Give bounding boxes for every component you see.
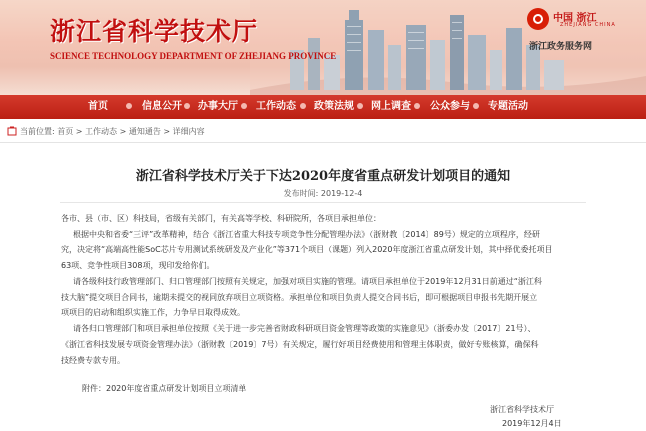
- paragraph-3-line-2: 《浙江省科技发展专项资金管理办法》（浙财教〔2019〕7号）有关规定，履行好项目经费使用和管理主体职责，做好专账核算，确保科: [61, 340, 539, 349]
- signature-org: 浙江省科学技术厅: [490, 405, 554, 414]
- location-icon: [7, 126, 17, 136]
- nav-item-online-survey[interactable]: 网上调查: [371, 101, 411, 112]
- paragraph-1-line-2: 究，决定将“高端高性能SoC芯片专用测试系统研发及产业化”等371个项目（课题）列入2020年度浙江省重点研发计划，其中择优委托项目: [61, 245, 553, 254]
- nav-separator: [126, 103, 132, 109]
- paragraph-1-line-1: 根据中央和省委“三评”改革精神，结合《浙江省重大科技专项竞争性分配管理办法》（浙财教〔2014〕89号）规定的立项程序，经研: [73, 230, 540, 239]
- breadcrumb-separator: >: [73, 127, 86, 136]
- title-divider: [60, 202, 586, 203]
- paragraph-1-line-3: 63项、竞争性项目308项，现印发给你们。: [61, 261, 215, 270]
- article-title: 浙江省科学技术厅关于下达2020年度省重点研发计划项目的通知: [135, 169, 511, 184]
- salutation: 各市、县（市、区）科技局，省级有关部门，有关高等学校、科研院所，各项目承担单位：: [61, 214, 381, 223]
- paragraph-3-line-1: 请各归口管理部门和项目承担单位按照《关于进一步完善省财政科研项目资金管理等政策的实施意见》（浙委办发〔2017〕21号）、: [73, 324, 536, 333]
- nav-item-public-participation[interactable]: 公众参与: [430, 101, 470, 112]
- zhejiang-gov-logo[interactable]: [527, 8, 639, 52]
- nav-item-special-activities[interactable]: 专题活动: [488, 101, 528, 112]
- nav-separator: [184, 103, 190, 109]
- breadcrumb: [20, 126, 205, 137]
- nav-item-info-disclosure[interactable]: 信息公开: [142, 101, 182, 112]
- nav-separator: [473, 103, 479, 109]
- paragraph-2-line-2: 技大脑”提交项目合同书，逾期未提交的视同放弃项目立项资格。承担单位和项目负责人提交合同书后，即可根据项目申报书先期开展立: [61, 293, 538, 302]
- breadcrumb-bar: [0, 121, 646, 143]
- nav-separator: [300, 103, 306, 109]
- main-nav: [0, 95, 646, 119]
- nav-item-service-hall[interactable]: 办事大厅: [198, 101, 238, 112]
- nav-separator: [414, 103, 420, 109]
- breadcrumb-separator: >: [160, 127, 173, 136]
- site-title: 浙江省科学技术厅: [50, 17, 259, 46]
- paragraph-3-line-3: 技经费专款专用。: [61, 356, 125, 365]
- signature-date: 2019年12月4日: [502, 419, 562, 428]
- gov-service-portal-link[interactable]: 浙江政务服务网: [529, 42, 593, 52]
- attachment-link[interactable]: 附件：2020年度省重点研发计划项目立项清单: [82, 384, 247, 393]
- emblem-icon: [527, 8, 549, 30]
- paragraph-2-line-3: 项项目的启动和组织实施工作，力争早日取得成效。: [61, 308, 245, 317]
- breadcrumb-current: 详细内容: [172, 127, 205, 136]
- logo-subtext: ZHEJIANG CHINA: [560, 22, 616, 28]
- site-subtitle: SCIENCE TECHNOLOGY DEPARTMENT OF ZHEJIANG PROVINCE: [50, 51, 337, 61]
- breadcrumb-separator: >: [117, 127, 129, 136]
- logo-text: 中国 浙江: [553, 13, 597, 24]
- nav-item-home[interactable]: 首页: [88, 101, 108, 112]
- nav-separator: [357, 103, 363, 109]
- nav-separator: [241, 103, 247, 109]
- paragraph-2-line-1: 请各级科技行政管理部门、归口管理部门按照有关规定，加强对项目实施的管理。请项目承担单位于2019年12月31日前通过“浙江科: [73, 277, 542, 286]
- breadcrumb-notices[interactable]: 通知通告: [128, 127, 161, 136]
- breadcrumb-work-news[interactable]: 工作动态: [85, 127, 118, 136]
- nav-item-policies[interactable]: 政策法规: [314, 101, 354, 112]
- nav-item-work-news[interactable]: 工作动态: [256, 101, 296, 112]
- breadcrumb-home[interactable]: 当前位置: 首页: [20, 127, 74, 136]
- site-banner: [0, 0, 646, 95]
- publish-date: 发布时间: 2019-12-4: [283, 189, 363, 198]
